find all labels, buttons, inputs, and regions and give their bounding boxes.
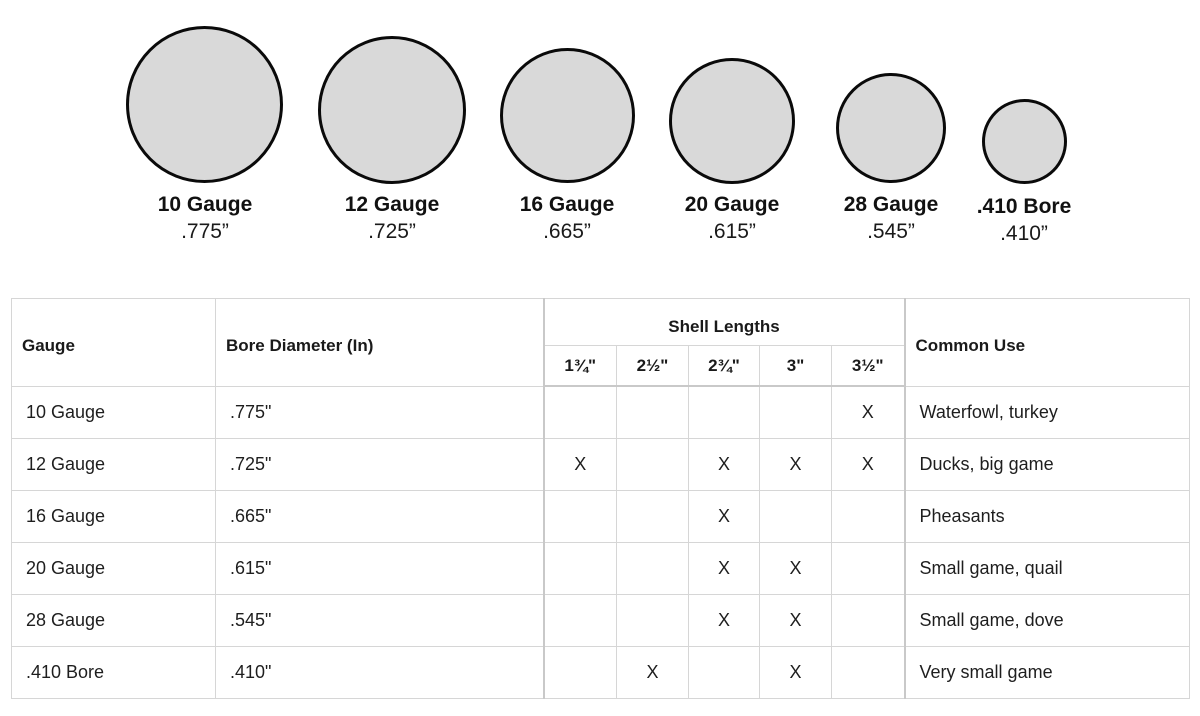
cell-shell-mark: X	[689, 439, 760, 491]
cell-gauge: .410 Bore	[12, 647, 216, 699]
cell-shell-mark	[760, 491, 832, 543]
gauge-diameter: .615”	[708, 220, 756, 243]
header-bore-diameter: Bore Diameter (In)	[216, 299, 544, 387]
gauge-diameter: .775”	[181, 220, 229, 243]
gauge-diameter: .725”	[368, 220, 416, 243]
cell-shell-mark	[689, 647, 760, 699]
cell-shell-mark	[832, 595, 905, 647]
gauge-label: 20 Gauge	[684, 193, 780, 216]
cell-bore: .545"	[216, 595, 544, 647]
bore-circle-16-gauge	[500, 48, 635, 183]
cell-bore: .775"	[216, 386, 544, 439]
cell-shell-mark: X	[760, 647, 832, 699]
gauge-diameter: .665”	[543, 220, 591, 243]
cell-shell-mark	[832, 491, 905, 543]
header-shell-length: 1¾"	[544, 346, 617, 387]
cell-gauge: 10 Gauge	[12, 386, 216, 439]
header-shell-length: 2½"	[617, 346, 689, 387]
header-shell-length: 3½"	[832, 346, 905, 387]
header-shell-length: 3"	[760, 346, 832, 387]
table-row	[12, 595, 1190, 647]
bore-circle-410-bore	[982, 99, 1067, 184]
cell-shell-mark: X	[832, 439, 905, 491]
cell-shell-mark: X	[760, 595, 832, 647]
cell-shell-mark	[544, 543, 617, 595]
cell-shell-mark	[617, 595, 689, 647]
cell-shell-mark	[617, 439, 689, 491]
gauge-diameter: .545”	[867, 220, 915, 243]
cell-shell-mark: X	[832, 386, 905, 439]
gauge-table-container	[11, 298, 1189, 691]
cell-shell-mark: X	[544, 439, 617, 491]
gauge-label: 12 Gauge	[344, 193, 440, 216]
cell-shell-mark	[617, 386, 689, 439]
cell-shell-mark: X	[760, 543, 832, 595]
cell-gauge: 20 Gauge	[12, 543, 216, 595]
cell-shell-mark	[832, 543, 905, 595]
table-row	[12, 386, 1190, 439]
cell-bore: .725"	[216, 439, 544, 491]
cell-shell-mark	[617, 491, 689, 543]
gauge-label: 28 Gauge	[843, 193, 939, 216]
gauge-label: 10 Gauge	[157, 193, 253, 216]
cell-shell-mark	[544, 386, 617, 439]
cell-shell-mark	[689, 386, 760, 439]
cell-shell-mark	[544, 595, 617, 647]
cell-common-use: Small game, quail	[905, 543, 1190, 595]
cell-bore: .615"	[216, 543, 544, 595]
header-common-use: Common Use	[905, 299, 1190, 387]
cell-shell-mark	[544, 491, 617, 543]
cell-gauge: 12 Gauge	[12, 439, 216, 491]
cell-bore: .410"	[216, 647, 544, 699]
cell-bore: .665"	[216, 491, 544, 543]
cell-common-use: Waterfowl, turkey	[905, 386, 1190, 439]
cell-shell-mark	[544, 647, 617, 699]
cell-gauge: 28 Gauge	[12, 595, 216, 647]
cell-shell-mark: X	[689, 543, 760, 595]
bore-circle-28-gauge	[836, 73, 946, 183]
cell-gauge: 16 Gauge	[12, 491, 216, 543]
cell-shell-mark: X	[617, 647, 689, 699]
cell-shell-mark	[760, 386, 832, 439]
header-shell-length: 2¾"	[689, 346, 760, 387]
table-row	[12, 439, 1190, 491]
table-row	[12, 647, 1190, 699]
gauge-table	[11, 298, 1190, 699]
cell-shell-mark	[832, 647, 905, 699]
gauge-diameter: .410”	[1000, 222, 1048, 245]
bore-circle-10-gauge	[126, 26, 283, 183]
cell-common-use: Ducks, big game	[905, 439, 1190, 491]
bore-circle-20-gauge	[669, 58, 795, 184]
cell-shell-mark: X	[689, 595, 760, 647]
cell-common-use: Small game, dove	[905, 595, 1190, 647]
cell-shell-mark: X	[760, 439, 832, 491]
cell-shell-mark: X	[689, 491, 760, 543]
cell-shell-mark	[617, 543, 689, 595]
header-shell-lengths: Shell Lengths	[544, 299, 905, 346]
cell-common-use: Pheasants	[905, 491, 1190, 543]
cell-common-use: Very small game	[905, 647, 1190, 699]
gauge-label: .410 Bore	[976, 195, 1072, 218]
header-gauge: Gauge	[12, 299, 216, 387]
table-row	[12, 543, 1190, 595]
table-row	[12, 491, 1190, 543]
gauge-label: 16 Gauge	[519, 193, 615, 216]
bore-circle-12-gauge	[318, 36, 466, 184]
